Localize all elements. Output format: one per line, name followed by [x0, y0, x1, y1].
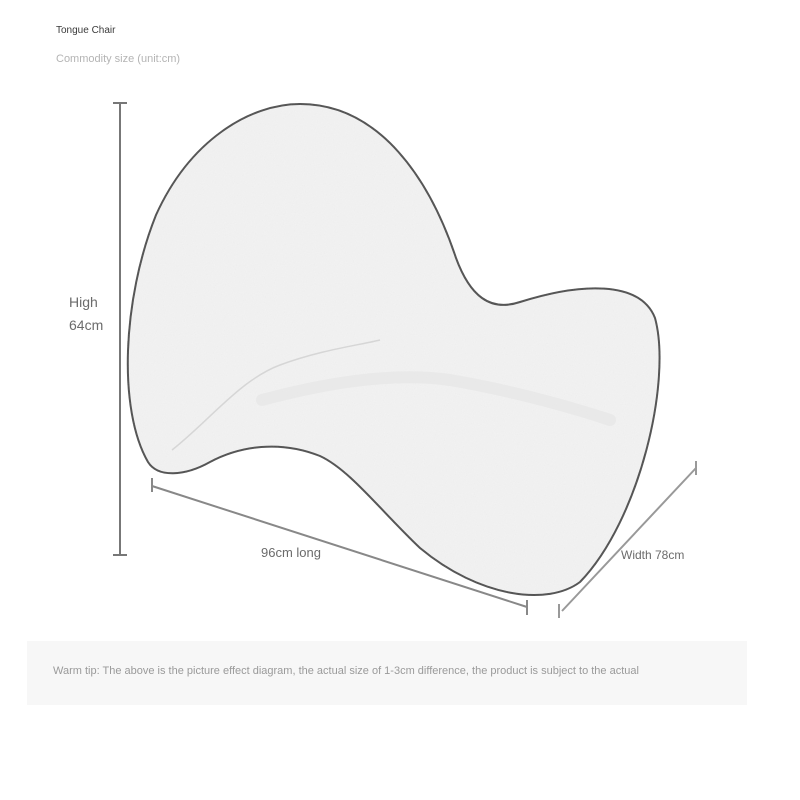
warm-tip-box	[27, 641, 747, 705]
height-label-value: 64cm	[69, 317, 104, 333]
length-label: 96cm long	[261, 545, 321, 560]
warm-tip-text: Warm tip: The above is the picture effect diagram, the actual size of 1-3cm difference, the product is subject to the actual	[53, 665, 639, 677]
height-label	[69, 291, 103, 337]
product-title: Tongue Chair	[56, 25, 116, 36]
chair-silhouette	[128, 104, 660, 595]
width-label: Width 78cm	[621, 548, 685, 562]
size-unit-caption: Commodity size (unit:cm)	[56, 53, 181, 65]
height-label-word: High	[69, 294, 98, 310]
height-dimension-line	[113, 103, 127, 555]
